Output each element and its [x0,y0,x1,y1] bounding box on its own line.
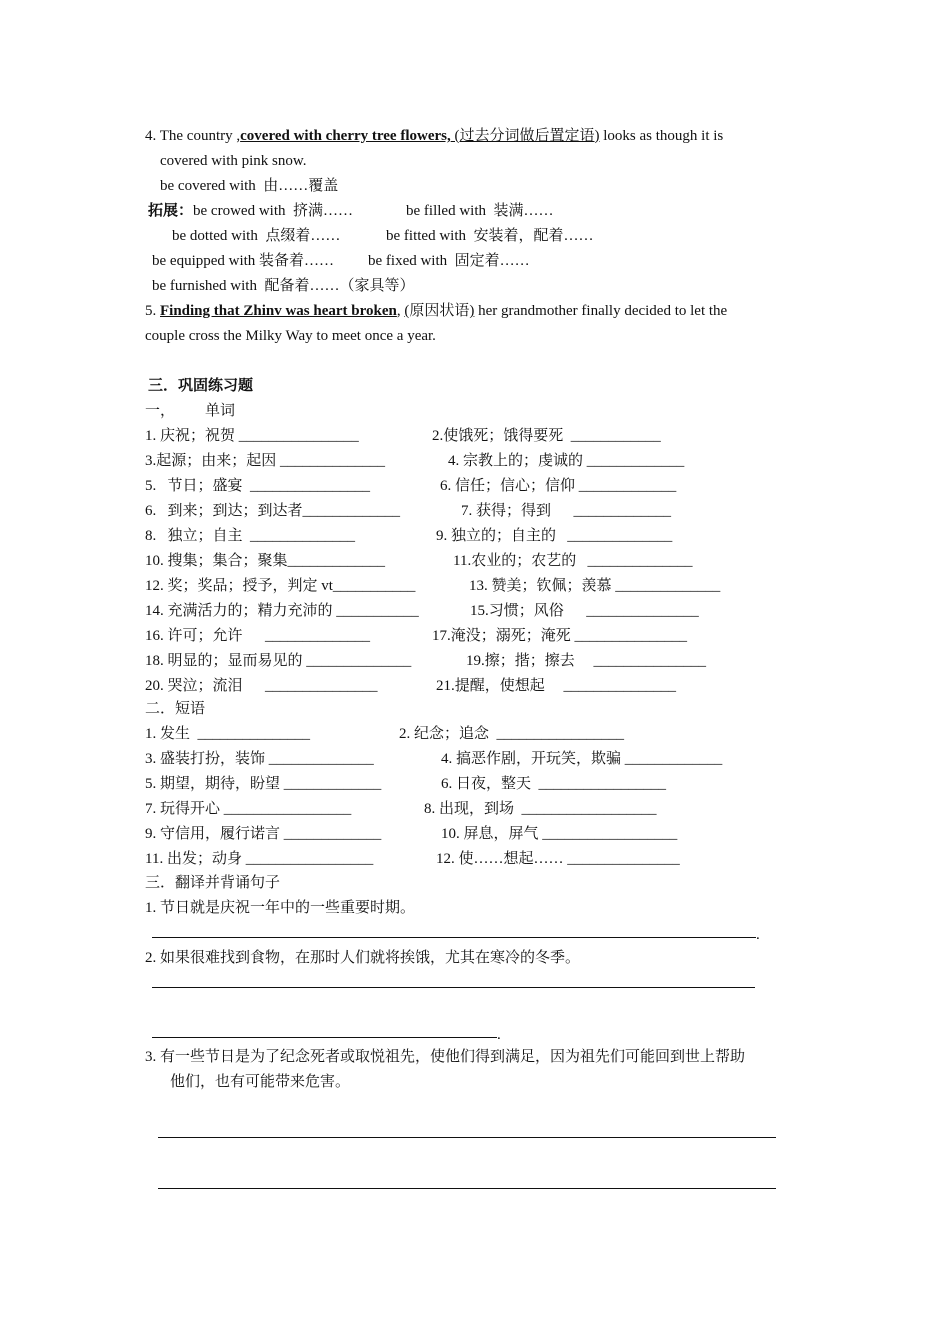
item-right: 15.习惯；风俗 _______________ [470,603,699,619]
phrases-title: 二．短语 [145,701,206,717]
grammar-note: 过去分词做后置定语 [459,128,595,144]
period: . [756,927,760,943]
item-right: 8. 出现，到场 __________________ [424,801,657,817]
sec4-line6a: be equipped with 装备着…… [152,253,335,269]
text: ) [469,303,475,319]
grammar-note: 原因状语 [409,303,470,319]
section-heading: 三．巩固练习题 [148,378,254,394]
expansion-label [148,201,353,221]
item-right: 21.提醒，使想起 _______________ [436,678,677,694]
sec4-line1 [145,126,723,146]
sec4-line6b: be fixed with 固定着…… [368,253,530,269]
text: looks as though it is [599,128,724,144]
item-left: 1. 发生 _______________ [145,726,311,742]
item-left: 5. 期望，期待，盼望 _____________ [145,776,382,792]
item-right: 4. 宗教上的；虔诚的 _____________ [448,453,685,469]
item-right: 19.擦；揩；擦去 _______________ [466,653,707,669]
item-left: 10. 搜集；集合；聚集_____________ [145,553,386,569]
sec5-line1 [145,301,727,321]
bold-phrase: covered with cherry tree flowers, [240,128,451,144]
text: her grandmother finally decided to let the [474,303,728,319]
item-right: 12. 使……想起…… _______________ [436,851,680,867]
item-right: 10. 屏息，屏气 __________________ [441,826,678,842]
item-right: 6. 日夜，整天 _________________ [441,776,667,792]
sec4-line2: covered with pink snow. [160,153,307,169]
text: be crowed with 挤满…… [193,203,353,219]
item-left: 9. 守信用，履行诺言 _____________ [145,826,382,842]
sec4-line3: be covered with 由……覆盖 [160,178,339,194]
item-left: 14. 充满活力的；精力充沛的 ___________ [145,603,419,619]
translate-title: 三．翻译并背诵句子 [145,875,281,891]
sec5-line2: couple cross the Milky Way to meet once a year. [145,328,436,344]
item-left: 11. 出发；动身 _________________ [145,851,374,867]
item-left: 3.起源；由来；起因 ______________ [145,453,386,469]
words-title: 一， 单词 [145,403,236,419]
sec4-line5b: be fitted with 安装着，配着…… [386,228,594,244]
sec4-line4b: be filled with 装满…… [406,203,554,219]
item-left: 8. 独立；自主 ______________ [145,528,356,544]
period: . [497,1027,501,1043]
item-right: 7. 获得；得到 _____________ [461,503,672,519]
text: , [396,303,405,319]
item-left: 18. 明显的；显而易见的 ______________ [145,653,412,669]
item-right: 17.淹没；溺死；淹死 _______________ [432,628,688,644]
answer-line[interactable] [152,1037,497,1038]
item-left: 5. 节日；盛宴 ________________ [145,478,371,494]
answer-line[interactable] [158,1137,776,1138]
item-left: 16. 许可；允许 ______________ [145,628,371,644]
text: ( [404,303,410,319]
item-right: 4. 搞恶作剧，开玩笑，欺骗 _____________ [441,751,723,767]
text: ( [450,128,460,144]
item-left: 3. 盛装打扮，装饰 ______________ [145,751,374,767]
item-left: 6. 到来；到达；到达者_____________ [145,503,401,519]
text: 4. The country , [145,128,241,144]
sec4-line7: be furnished with 配备着……（家具等） [152,278,415,294]
answer-line[interactable] [158,1188,776,1189]
answer-line[interactable] [152,937,756,938]
item-right: 2.使饿死；饿得要死 ____________ [432,428,661,444]
item-right: 9. 独立的；自主的 ______________ [436,528,673,544]
question-2: 2. 如果很难找到食物，在那时人们就将挨饿，尤其在寒冷的冬季。 [145,950,581,966]
item-right: 6. 信任；信心；信仰 _____________ [440,478,677,494]
item-left: 20. 哭泣；流泪 _______________ [145,678,378,694]
question-3-line1: 3. 有一些节日是为了纪念死者或取悦祖先，使他们得到满足，因为祖先们可能回到世上帮助 [145,1049,746,1065]
item-left: 12. 奖；奖品；授予，判定 vt___________ [145,578,416,594]
answer-line[interactable] [152,987,755,988]
text: 5. [145,303,160,319]
item-right: 13. 赞美；钦佩；羡慕 ______________ [469,578,721,594]
question-1: 1. 节日就是庆祝一年中的一些重要时期。 [145,900,416,916]
item-left: 1. 庆祝；祝贺 ________________ [145,428,359,444]
text: ) [594,128,600,144]
question-3-line2: 他们，也有可能带来危害。 [170,1074,351,1090]
bold-phrase: Finding that Zhinv was heart broken [160,303,397,319]
sec4-line5a: be dotted with 点缀着…… [172,228,341,244]
label: 拓展： [148,203,194,219]
item-left: 7. 玩得开心 _________________ [145,801,352,817]
item-right: 2. 纪念；追念 _________________ [399,726,625,742]
item-right: 11.农业的；农艺的 ______________ [453,553,693,569]
